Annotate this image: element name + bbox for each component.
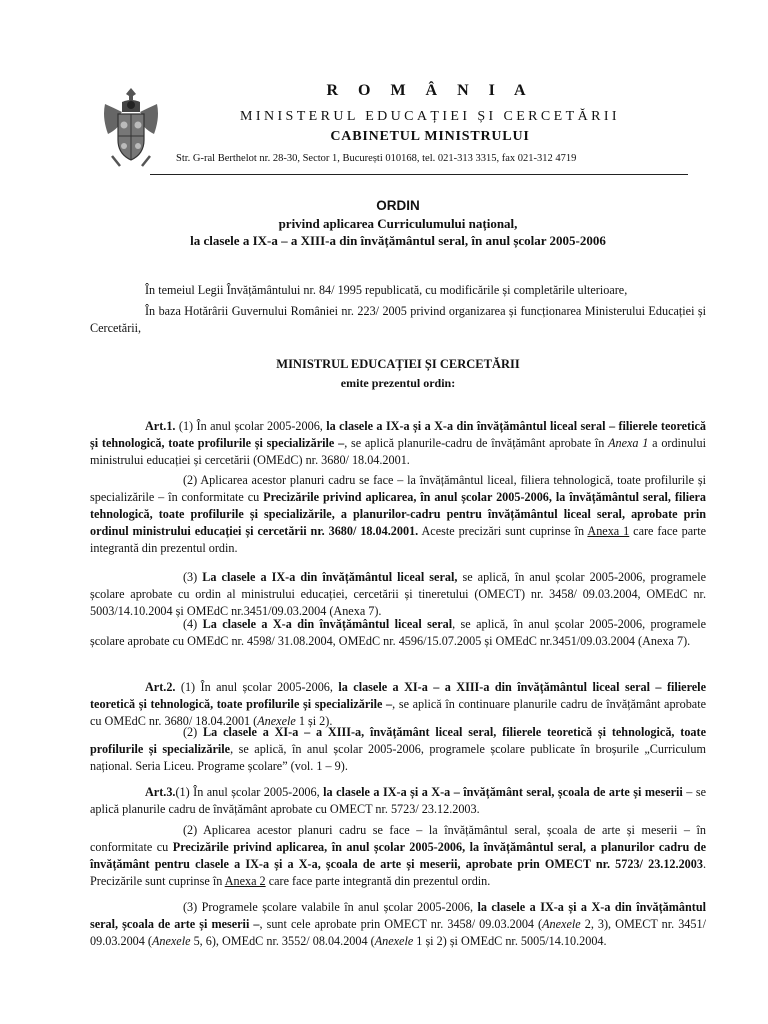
header-address: Str. G-ral Berthelot nr. 28-30, Sector 1, București 010168, tel. 021-313 3315, fax 021-312 4719 <box>176 153 577 164</box>
annex-reference: Anexa 1 <box>608 436 649 450</box>
text-run: (1) În anul școlar 2005-2006, <box>175 680 339 694</box>
text-run: , se aplică planurile-cadru de învățământ aprobate în <box>344 436 609 450</box>
text-run: – se aplică planurile cadru de învățământ aprobate cu OMECT nr. 5723/ 23.12.2003. <box>90 785 707 816</box>
text-run: 1 și 2). <box>295 714 333 728</box>
text-run: a ordinului ministrului educației și cercetării (OMEdC) nr. 3680/ 18.04.2001. <box>90 436 707 467</box>
text-run: (1) În anul școlar 2005-2006, <box>175 785 324 799</box>
text-run: (2) <box>183 725 204 739</box>
header-country: R O M Â N I A <box>326 82 534 99</box>
header-divider <box>150 174 688 175</box>
article-2-paragraph-1 <box>90 679 706 730</box>
text-run-bold: La clasele a XI-a – a XIII-a, învățământ liceal seral, filierele teoretică și tehnologică, toate profilurile și specializările <box>90 725 706 756</box>
text-run-bold: la clasele a IX-a și a X-a din învățământul seral, școala de arte și meserii – <box>90 900 706 931</box>
text-run: (2) Aplicarea acestor planuri cadru se face – la învățământul seral, școala de arte și meserii – în conformitate cu <box>90 823 706 854</box>
article-3-heading: Art.3. <box>145 785 176 799</box>
article-1-paragraph-4 <box>90 616 706 650</box>
text-run: 5, 6), OMEdC nr. 3552/ 08.04.2004 ( <box>190 934 375 948</box>
issuer-name: MINISTRUL EDUCAȚIEI ȘI CERCETĂRII <box>276 357 520 371</box>
annex-reference: Anexele <box>151 934 191 948</box>
annex-reference: Anexele <box>257 714 296 728</box>
text-run-bold: la clasele a IX-a și a X-a – învățământ seral, școala de arte și meserii <box>323 785 683 799</box>
text-run: (1) În anul școlar 2005-2006, <box>175 419 327 433</box>
article-1-paragraph-1 <box>90 418 706 469</box>
header-cabinet: CABINETUL MINISTRULUI <box>330 129 530 144</box>
issuer-emits: emite prezentul ordin: <box>340 376 456 390</box>
article-3-paragraph-3 <box>90 899 706 950</box>
text-run: se aplică, în anul școlar 2005-2006, programele școlare aprobate cu ordin al ministrului educației, cercetării și tineretului (OMECT) nr. 3458/ 09.03.2004, OMEdC nr. 5003/14.10.2004 și OMEdC nr.3451/09.03.2004 (Anexa 7). <box>90 570 706 618</box>
article-2-heading: Art.2. <box>145 680 176 694</box>
article-3-paragraph-2 <box>90 822 706 890</box>
text-run: care face parte integrantă din prezentul ordin. <box>90 524 706 555</box>
article-1-paragraph-2 <box>90 472 706 557</box>
preamble-decision: În baza Hotărârii Guvernului României nr. 223/ 2005 privind organizarea și funcționarea Ministerului Educației și Cercetării, <box>90 304 706 335</box>
document-subtitle-line2: la clasele a IX-a – a XIII-a din învățământul seral, în anul școlar 2005-2006 <box>190 233 606 248</box>
text-run: 2, 3), OMECT nr. 3451/ 09.03.2004 ( <box>90 917 706 948</box>
text-run: (3) Programele școlare valabile în anul școlar 2005-2006, <box>183 900 478 914</box>
text-run: (2) Aplicarea acestor planuri cadru se face – la învățământul liceal, filiera tehnologică, toate profilurile și specializările – în conformitate cu <box>90 473 706 504</box>
text-run-bold: la clasele a IX-a și a X-a din învățământul liceal seral – filierele teoretică și tehnologică, toate profilurile și specializările – <box>90 419 707 450</box>
article-2-paragraph-2 <box>90 724 706 775</box>
text-run-bold: la clasele a XI-a – a XIII-a din învățământul liceal seral – filierele teoretică și tehnologică, toate profilurile și specializările – <box>90 680 706 711</box>
text-run: , se aplică în continuare planurile cadru de învățământ aprobate cu OMEdC nr. 3680/ 18.04.2001 ( <box>90 697 707 728</box>
document-title: ORDIN <box>376 198 420 213</box>
article-1-paragraph-3 <box>90 569 706 620</box>
text-run: (4) <box>183 617 203 631</box>
article-1-heading: Art.1. <box>145 419 176 433</box>
annex-reference: Anexa 2 <box>224 874 266 888</box>
preamble-law: În temeiul Legii Învățământului nr. 84/ 1995 republicată, cu modificările și completările ulterioare, <box>145 283 628 297</box>
text-run-bold: Precizările privind aplicarea, în anul școlar 2005-2006, la învățământul seral, filiera tehnologică, toate profilurile și specializările, a planurilor-cadru pentru învățământul liceal seral, aprobate prin ordinul ministrului educației și cercetării nr. 3680/ 18.04.2001. <box>90 490 706 538</box>
text-run-bold: La clasele a X-a din învățământul liceal seral <box>202 617 453 631</box>
article-3-paragraph-1 <box>90 784 706 818</box>
text-run-bold: Precizările privind aplicarea, în anul școlar 2005-2006, la învățământul seral, a planurilor cadru de învățământ pentru clasele a IX-a și a X-a, școala de arte și meserii, aprobate prin OMECT nr. 5723/ 23.12.2003 <box>90 840 706 871</box>
header-ministry: MINISTERUL EDUCAȚIEI ȘI CERCETĂRII <box>240 109 620 124</box>
text-run: (3) <box>183 570 203 584</box>
text-run: . Precizările sunt cuprinse în <box>90 857 706 888</box>
annex-reference: Anexele <box>374 934 414 948</box>
text-run: , sunt cele aprobate prin OMECT nr. 3458/ 09.03.2004 ( <box>259 917 543 931</box>
text-run-bold: La clasele a IX-a din învățământul liceal seral, <box>202 570 458 584</box>
text-run: , se aplică, în anul școlar 2005-2006, programele școlare aprobate cu OMEdC nr. 4598/ 31.08.2004, OMEdC nr. 4596/15.07.2005 și OMEdC nr.3451/09.03.2004 (Anexa 7). <box>90 617 706 648</box>
text-run: Aceste precizări sunt cuprinse în <box>418 524 588 538</box>
text-run: 1 și 2) și OMEdC nr. 5005/14.10.2004. <box>413 934 607 948</box>
text-run: care face parte integrantă din prezentul ordin. <box>265 874 491 888</box>
annex-reference: Anexa 1 <box>587 524 630 538</box>
document-subtitle-line1: privind aplicarea Curriculumului național, <box>278 216 518 231</box>
annex-reference: Anexele <box>542 917 581 931</box>
text-run: , se aplică, în anul școlar 2005-2006, programele școlare publicate în broșurile „Curriculum național. Seria Liceu. Programe școlare” (vol. 1 – 9). <box>90 742 706 773</box>
